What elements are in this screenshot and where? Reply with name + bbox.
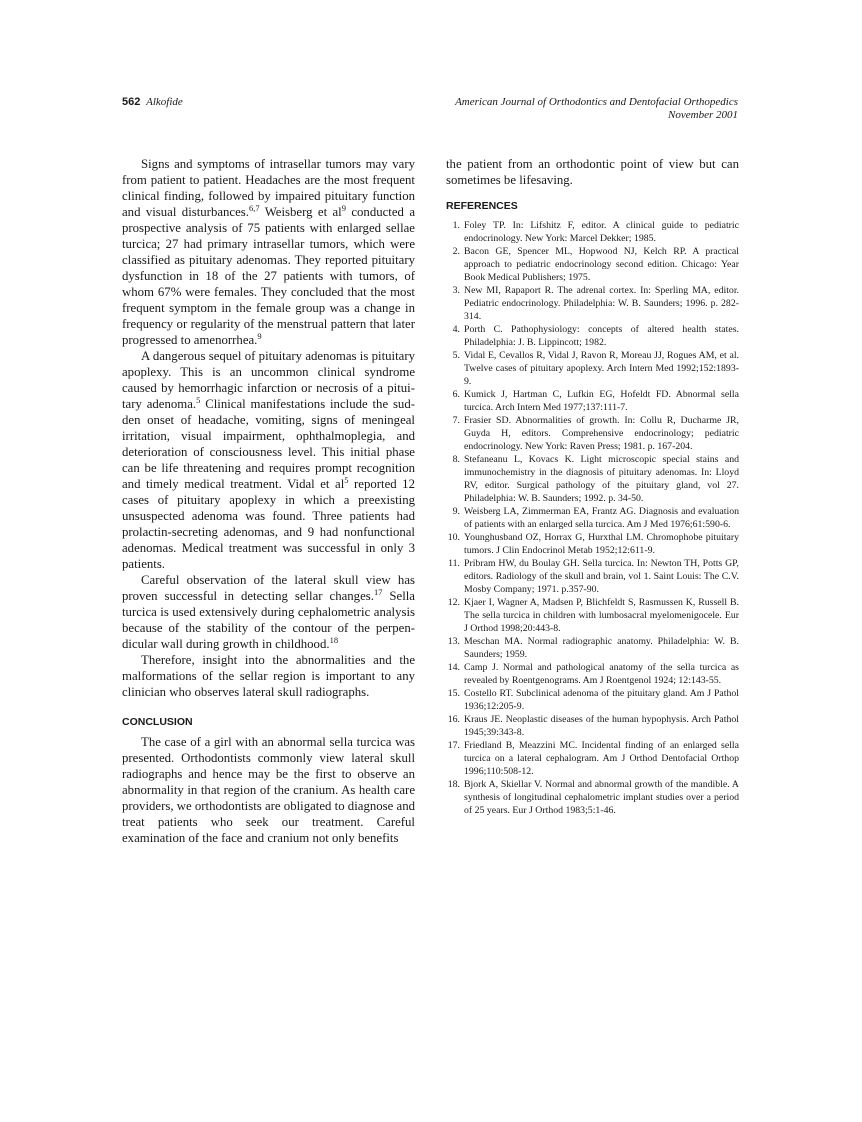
journal-title: American Journal of Orthodontics and Dentofacial Orthopedics [455, 96, 738, 108]
reference-number: 14. [447, 662, 460, 673]
citation-superscript: 9 [257, 331, 262, 341]
conclusion-continuation: the patient from an orthodontic point of view but can sometimes be lifesaving. [446, 157, 739, 187]
reference-item [446, 245, 739, 284]
reference-item [446, 635, 739, 661]
citation-superscript: 17 [373, 587, 383, 597]
paragraph-text: Clinical manifestations include the sudden onset of headache, vomiting, signs of meningeal irritation, visual impairment, ophthalmoplegia, and deterioration of consciousness level. This initial phase can be life threatening and requires prompt recognition and timely medical treatment. Vidal et al [122, 397, 415, 491]
reference-text: New MI, Rapaport R. The adrenal cortex. In: Sperling MA, editor. Pediatric endocrinology. Philadelphia: W. B. Saunders; 1996. p. 282-314. [464, 285, 739, 322]
citation-superscript: 6,7 [248, 203, 260, 213]
reference-text: Friedland B, Meazzini MC. Incidental finding of an enlarged sella turcica on a lateral cephalogram. Am J Orthod Dentofacial Orthop 1996;110:508-12. [464, 740, 739, 777]
reference-item [446, 453, 739, 505]
reference-text: Meschan MA. Normal radiographic anatomy. Philadelphia: W. B. Saunders; 1959. [464, 636, 739, 660]
running-author: Alkofide [146, 96, 183, 108]
paragraph-text: Signs and symptoms of intrasellar tumors may vary from patient to patient. Headaches are the most frequent clinical finding, followed by impaired pituitary function and visual disturbances. [122, 157, 415, 219]
page-number: 562 [122, 96, 141, 108]
reference-number: 18. [447, 779, 460, 790]
reference-number: 12. [447, 597, 460, 608]
body-paragraph [122, 652, 415, 700]
left-column [122, 156, 415, 846]
reference-item [446, 713, 739, 739]
paragraph-text: Careful observation of the lateral skull view has proven successful in detecting sellar changes. [122, 573, 415, 603]
reference-text: Camp J. Normal and pathological anatomy of the sella turcica as revealed by Roentgenograms. Am J Roentgenol 1924; 12:143-55. [464, 662, 739, 686]
reference-number: 16. [447, 714, 460, 725]
reference-item [446, 349, 739, 388]
issue-date: November 2001 [668, 109, 738, 121]
body-paragraph [122, 348, 415, 572]
right-column [446, 156, 739, 817]
reference-number: 17. [447, 740, 460, 751]
reference-text: Frasier SD. Abnormalities of growth. In: Collu R, Ducharme JR, Guyda H, editors. Comprehensive endocrinology; pediatric endocrinology. New York: Raven Press; 1981. p. 167-204. [464, 415, 739, 452]
reference-number: 1. [452, 220, 460, 231]
body-text [122, 156, 415, 700]
reference-item [446, 778, 739, 817]
paragraph-text: Therefore, insight into the abnormalities and the malformations of the sellar region is important to any clinician who observes lateral skull radiographs. [122, 653, 415, 699]
paragraph-text: Weisberg et al [259, 205, 342, 219]
paragraph-text: reported 12 cases of pituitary apoplexy in which a preexisting unsuspected adenoma was found. Three patients had prolactin-secreting adenomas, and 9 had nonfunctional adenomas. Medical treatment was successful in only 3 patients. [122, 477, 415, 571]
reference-number: 11. [448, 558, 460, 569]
reference-number: 8. [452, 454, 460, 465]
reference-text: Kraus JE. Neoplastic diseases of the human hypophysis. Arch Pathol 1945;39:343-8. [464, 714, 739, 738]
citation-superscript: 5 [196, 395, 201, 405]
reference-item [446, 557, 739, 596]
reference-number: 13. [447, 636, 460, 647]
reference-text: Costello RT. Subclinical adenoma of the pituitary gland. Am J Pathol 1936;12:205-9. [464, 688, 739, 712]
reference-text: Kumick J, Hartman C, Lufkin EG, Hofeldt FD. Abnormal sella turcica. Arch Intern Med 1977;137:111-7. [464, 389, 739, 413]
reference-number: 10. [447, 532, 460, 543]
body-paragraph [122, 156, 415, 348]
reference-text: Weisberg LA, Zimmerman EA, Frantz AG. Diagnosis and evaluation of patients with an enlarged sella turcica. Am J Med 1976;61:590-6. [464, 506, 739, 530]
reference-item [446, 505, 739, 531]
reference-text: Vidal E, Cevallos R, Vidal J, Ravon R, Moreau JJ, Rogues AM, et al. Twelve cases of pituitary apoplexy. Arch Intern Med 1992;152:1893-9. [464, 350, 739, 387]
reference-item [446, 219, 739, 245]
reference-text: Bjork A, Skiellar V. Normal and abnormal growth of the mandible. A synthesis of longitudinal cephalometric implant studies over a period of 25 years. Eur J Orthod 1983;5:1-46. [464, 779, 739, 816]
reference-item [446, 323, 739, 349]
reference-item [446, 531, 739, 557]
reference-number: 3. [452, 285, 460, 296]
running-header-left [122, 96, 183, 108]
reference-text: Foley TP. In: Lifshitz F, editor. A clinical guide to pediatric endocrinology. New York: Marcel Dekker; 1985. [464, 220, 739, 244]
reference-item [446, 687, 739, 713]
references-heading: REFERENCES [446, 200, 518, 212]
body-paragraph [122, 572, 415, 652]
paragraph-text: Sella turcica is used extensively during cephalometric analysis because of the stability of the contour of the perpendicular wall during growth in childhood. [122, 589, 415, 651]
reference-item [446, 661, 739, 687]
reference-text: Stefaneanu L, Kovacs K. Light microscopic special stains and immunochemistry in the diagnosis of pituitary adenomas. In: Lloyd RV, editor. Surgical pathology of the pituitary gland, vol 27. Philadelphia: W. B. Saunders; 1992. p. 34-50. [464, 454, 739, 504]
reference-text: Younghusband OZ, Horrax G, Hurxthal LM. Chromophobe pituitary tumors. J Clin Endocrinol Metab 1952;12:611-9. [464, 532, 739, 556]
paragraph-text: A dangerous sequel of pituitary adenomas is pituitary apoplexy. This is an uncommon clinical syndrome caused by hemorrhagic infarction or necrosis of a pituitary adenoma. [122, 349, 415, 411]
reference-item [446, 739, 739, 778]
reference-number: 4. [452, 324, 460, 335]
reference-number: 7. [452, 415, 460, 426]
reference-item [446, 414, 739, 453]
citation-superscript: 18 [329, 635, 339, 645]
reference-item [446, 284, 739, 323]
citation-superscript: 5 [344, 475, 349, 485]
reference-text: Pribram HW, du Boulay GH. Sella turcica. In: Newton TH, Potts GP, editors. Radiology of the skull and brain, vol 1. Saint Louis: The C.V. Mosby Company; 1971. p.357-90. [464, 558, 739, 595]
reference-item [446, 388, 739, 414]
reference-item [446, 596, 739, 635]
reference-number: 15. [447, 688, 460, 699]
conclusion-heading: CONCLUSION [122, 716, 193, 728]
reference-number: 5. [452, 350, 460, 361]
reference-number: 6. [452, 389, 460, 400]
running-header-right [455, 96, 738, 122]
citation-superscript: 9 [341, 203, 346, 213]
reference-text: Porth C. Pathophysiology: concepts of altered health states. Philadelphia: J. B. Lippincott; 1982. [464, 324, 739, 348]
reference-text: Kjaer I, Wagner A, Madsen P, Blichfeldt S, Rasmussen K, Russell B. The sella turcica in children with lumbosacral myelomenigocele. Eur J Orthod 1998;20:443-8. [464, 597, 739, 634]
reference-number: 2. [452, 246, 460, 257]
reference-list [446, 219, 739, 817]
conclusion-paragraph: The case of a girl with an abnormal sella turcica was presented. Orthodontists commonly view lateral skull radiographs and hence may be the first to observe an abnormality in that region of the cranium. As health care providers, we orthodontists are obligated to diagnose and treat patients who seek our treatment. Careful examination of the face and cranium not only benefits [122, 735, 415, 845]
paragraph-text: conducted a prospective analysis of 75 patients with enlarged sellae turcica; 27 had primary intrasellar tumors, which were classified as pituitary adenomas. They reported pituitary dysfunction in 18 of the 27 patients with tumors, of whom 67% were females. They concluded that the most frequent symptom in the female group was a change in frequency or regularity of the menstrual pattern that later progressed to amenorrhea. [122, 205, 415, 347]
reference-text: Bacon GE, Spencer ML, Hopwood NJ, Kelch RP. A practical approach to pediatric endocrinology second edition. Chicago: Year Book Medical Publishers; 1975. [464, 246, 739, 283]
reference-number: 9. [452, 506, 460, 517]
